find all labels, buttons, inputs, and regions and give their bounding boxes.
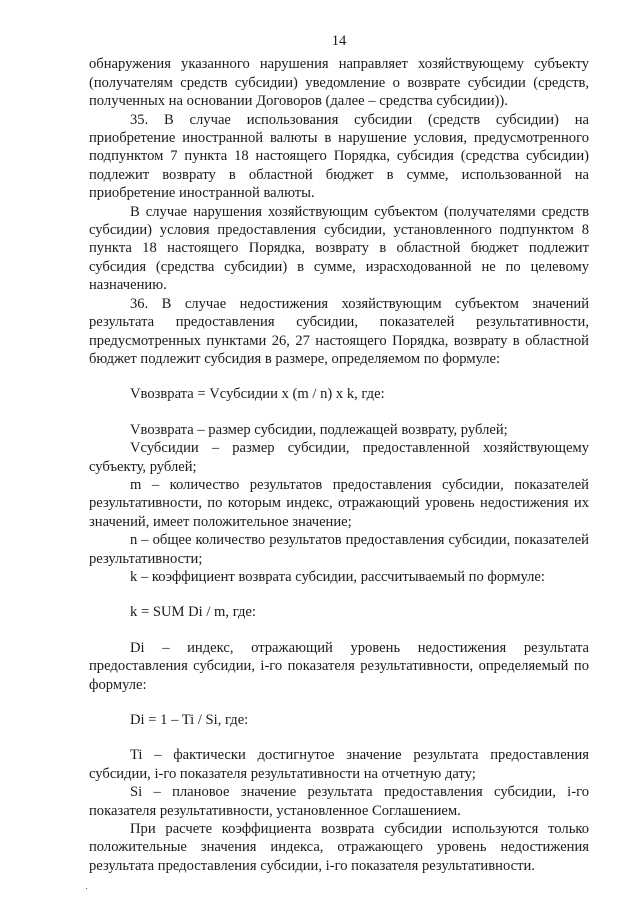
definition-k: k – коэффициент возврата субсидии, рассчитываемый по формуле: [130, 568, 545, 585]
scan-speck [86, 888, 87, 889]
paragraph-target-use-violation: В случае нарушения хозяйствующим субъектом (получателями средств субсидии) условия предоставления субсидии, установленного подпунктом 8 пункта 18 настоящего Порядка, возврату в областной бюджет подлежит субсидия (средства субсидии) в сумме, израсходованной не по целевому назначению. [89, 203, 589, 294]
formula-di: Di = 1 – Ti / Si, где: [130, 712, 249, 728]
page-number: 14 [331, 33, 347, 49]
definition-ti: Ti – фактически достигнутое значение результата предоставления субсидии, i-го показателя результативности на отчетную дату; [89, 747, 589, 782]
paragraph-36: 36. В случае недостижения хозяйствующим субъектом значений результата предоставления субсидии, показателей результативности, предусмотренных пунктами 26, 27 настоящего Порядка, возврату в областной бюджет подлежит субсидия в размере, определяемом по формуле: [89, 295, 589, 367]
formula-v-return: Vвозврата = Vсубсидии x (m / n) x k, где: [130, 386, 385, 403]
definition-si: Si – плановое значение результата предоставления субсидии, i-го показателя результативности, установленное Соглашением. [89, 784, 589, 819]
definition-di: Di – индекс, отражающий уровень недостижения результата предоставления субсидии, i-го показателя результативности, определяемый по формуле: [89, 639, 589, 693]
paragraph-positive-values: При расчете коэффициента возврата субсидии используются только положительные значения индекса, отражающего уровень недостижения результата предоставления субсидии, i-го показателя результативности. [89, 821, 589, 874]
document-page [89, 32, 589, 875]
formula-k: k = SUM Di / m, где: [130, 604, 256, 621]
paragraph-35: 35. В случае использования субсидии (средств субсидии) на приобретение иностранной валюты в нарушение условия, предусмотренного подпунктом 7 пункта 18 настоящего Порядка, субсидия (средства субсидии) подлежит возврату в областной бюджет в сумме, использованной на приобретение иностранной валюты. [89, 111, 589, 202]
definition-m: m – количество результатов предоставления субсидии, показателей результативности, по которым индекс, отражающий уровень недостижения их значений, имеет положительное значение; [89, 476, 589, 530]
definition-v-subsidy: Vсубсидии – размер субсидии, предоставленной хозяйствующему субъекту, рублей; [89, 440, 589, 475]
definition-v-return: Vвозврата – размер субсидии, подлежащей возврату, рублей; [130, 421, 508, 438]
paragraph-notification: обнаружения указанного нарушения направляет хозяйствующему субъекту (получателям средств субсидии) уведомление о возврате субсидии (средств, полученных на основании Договоров (далее – средства субсидии)). [89, 56, 589, 110]
definition-n: n – общее количество результатов предоставления субсидии, показателей результативности; [89, 532, 589, 567]
